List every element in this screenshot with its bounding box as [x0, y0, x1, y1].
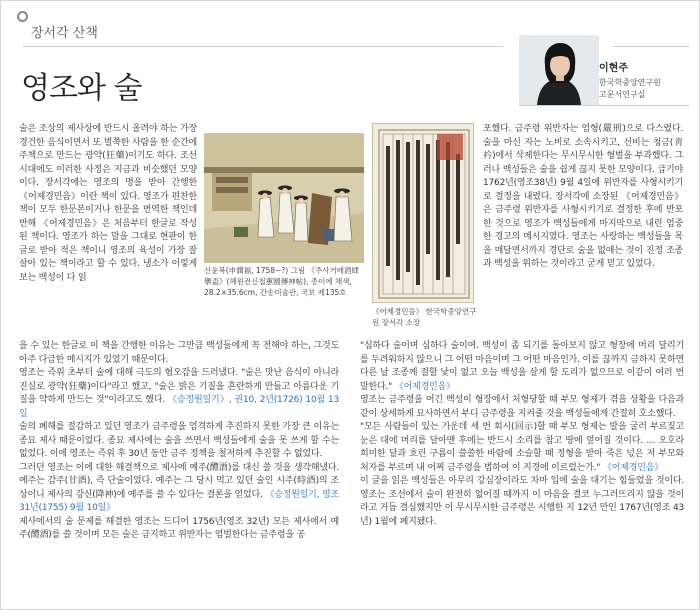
painting-image [204, 133, 364, 263]
paragraph: "모든 사람들이 있는 가운데 세 번 회시(回示)할 때 부모 형제는 발을 굴러 부르짖고 눈은 대에 머리를 달아맨 후에는 반드시 소리를 참고 땅에 엎어질 것이다. … 오호라 희미한 달과 흐린 구름이 쓸쓸한 바람에 소슬할 때 정형을 받아 죽은 넋은 저 부모와 처자를 부르며 내 어찌 금주령을 범하여 이 지경에 이르렀는가." 《어제경민음》 [360, 422, 684, 473]
citation: 《승정원일기》, 권10, 2년(1726) 10월 13일 [19, 395, 339, 419]
article-column-1-lower [19, 340, 339, 543]
citation: 《어제경민음》 [394, 381, 455, 392]
citation: 《어제경민음》 [602, 462, 663, 473]
header-rule [23, 46, 503, 47]
paragraph: 을 수 있는 한글로 이 책을 간행한 이유는 그만큼 백성들에게 꼭 전해야 하는, 그것도 아주 다급한 메시지가 있었기 때문이다. [19, 341, 339, 365]
article-column-1 [19, 123, 197, 285]
article-column-2-lower [360, 340, 684, 529]
paragraph: 영조는 즉위 초부터 술에 대해 극도의 혐오감을 드러냈다. "술은 맛난 음식이 아니라 진실로 광약(狂藥)이다"라고 했고, "술은 밝은 기질을 흔란하게 만들고 아름다운 기질을 약하게 만드는 것"이라고도 했다. 《승정원일기》, 권10, 2년(1726) 10월 13일 [19, 368, 339, 419]
painting-caption: 신윤복(申潤福, 1758~?) 그림 《주사거배酒肆擧盃》(혜원전신첩蕙園傳神帖), 종이에 채색, 28.2×35.6cm, 간송미술관, 국보 제135호 [204, 266, 359, 297]
book-image [372, 123, 474, 303]
author-affiliation: 한국학중앙연구원 [599, 78, 661, 87]
painting-illustration [204, 133, 364, 263]
paragraph: 그러던 영조는 이에 대한 해결책으로 제사에 예주(醴酒)를 대신 쓸 것을 생각해냈다. 예주는 감주(甘酒), 즉 단술이었다. 예주는 그 당시 먹고 있던 술인 시주(時酒)의 조상이니 제사의 강신(降神)에 예주를 쓸 수 있다는 결론을 얻었다. 《승정원일기, 영조 31년(1755) 9월 10일》 [19, 462, 339, 513]
paragraph: 술의 폐해를 절감하고 있던 영조가 금주령을 엄격하게 추진하지 못한 가장 큰 이유는 종묘 제사 때문이었다. 종묘 제사에는 술을 쓰면서 백성들에게 술을 못 쓰게 할 수는 없었다. 이에 영조는 즉위 후 30년 동안 금주 정책을 철저하게 추진할 수 없었다. [19, 422, 339, 459]
author-photo [519, 35, 599, 105]
paragraph: 이 글을 읽은 백성들은 아무리 강심장이라도 차마 입에 술을 대기는 힘들었을 것이다. 영조는 조선에서 술이 완전히 없어질 때까지 이 마음을 결코 누그러뜨리지 않을 것이라고 거듭 결심했지만 이 무시무시한 금주령은 시행한 지 12년 만인 1767년(영조 43년) 1월에 폐지됐다. [360, 476, 684, 527]
author-department: 고문서연구실 [599, 90, 646, 99]
article-title: 영조와 술 [21, 71, 142, 106]
header-rule-right [613, 46, 689, 47]
paragraph: 제사에서의 술 문제를 해결한 영조는 드디어 1756년(영조 32년) 모든 제사에서 예주(醴酒)를 쓸 것이며 모든 술은 금지하고 위반자는 엄벌한다는 금주령을 공 [19, 516, 339, 540]
book-caption: 《어제경민음》 한국학중앙연구원 장서각 소장 [372, 307, 477, 327]
book-page-illustration [373, 124, 474, 303]
section-label: 장서각 산책 [31, 26, 98, 41]
article-column-2 [483, 123, 683, 272]
author-portrait-image [519, 35, 599, 105]
author-name: 이현주 [599, 63, 628, 74]
paragraph: 술은 조상의 제사상에 반드시 올려야 하는 가장 경건한 음식이면서 또 벌쭉한 사람을 한 순간에 주책으로 만드는 광약(狂藥)이기도 하다. 조선시대에도 이러한 사정은 지금과 비슷했던 모양이다. 장서각에는 영조의 명을 받아 간행한 《어제경민음》이란 책이 있다. 영조가 편찬한 책이 모두 한문본이거나 한문을 번역한 책인데 반해 《어제경민음》은 처음부터 한글로 작성된 책이다. 영조가 하는 말을 그대로 현판이 한글로 받아 적은 책이니 영조의 육성이 가장 잘 살아 있는 책이라고 할 수 있다. 냉소가 이렇게 보는 백성이 다 읽 [19, 124, 197, 283]
paragraph: "심하다 술이며 심하다 술이여. 백성이 좀 되기를 돌아보지 않고 형장에 머리 달리기를 두려워하지 않으니 그 어떤 마음이며 그 어떤 마음인가. 이를 끊까지 금하지 못하면 다른 날 조종께 절할 낯이 없고 오늘 백성을 살게 할 도리가 없으므로 이같이 여러 번 말한다." 《어제경민음》 [360, 341, 684, 392]
paragraph: 영조는 금주령을 어긴 백성이 형장에서 처형당할 때 부모 형제가 겪을 상황을 다음과 같이 상세하게 묘사하면서 부디 금주령을 지켜줄 것을 백성들에게 간절히 호소했다. [360, 395, 684, 419]
citation: 《승정원일기, 영조 31년(1755) 9월 10일》 [19, 489, 339, 513]
section-circle-icon [17, 11, 28, 22]
paragraph: 포했다. 금주령 위반자는 엄형(嚴刑)으로 다스렸다. 술을 마신 자는 노비로 소속시키고, 선비는 청금(靑衿)에서 삭제한다는 무시무시한 형벌을 부과했다. 그러나 백성들은 술을 쉽게 끊지 못한 모양이다. 급기야 1762년(영조38년) 9월 4일에 위반자를 사형시키기로 결정을 내렸다. 장서각에 소장된 《어제경민음》은 금주령 위반자를 사형시키기로 결정한 후에 반포한 것으로 영조가 백성들에게 마지막으로 내린 엄중한 경고의 메시지였다. 영조는 사랑하는 백성들을 목을 매달면서까지 경단로 술을 없애는 것이 진정 조종과 백성을 위하는 것이라고 굳게 믿고 있었다. [483, 124, 683, 269]
author-rule [519, 105, 689, 106]
